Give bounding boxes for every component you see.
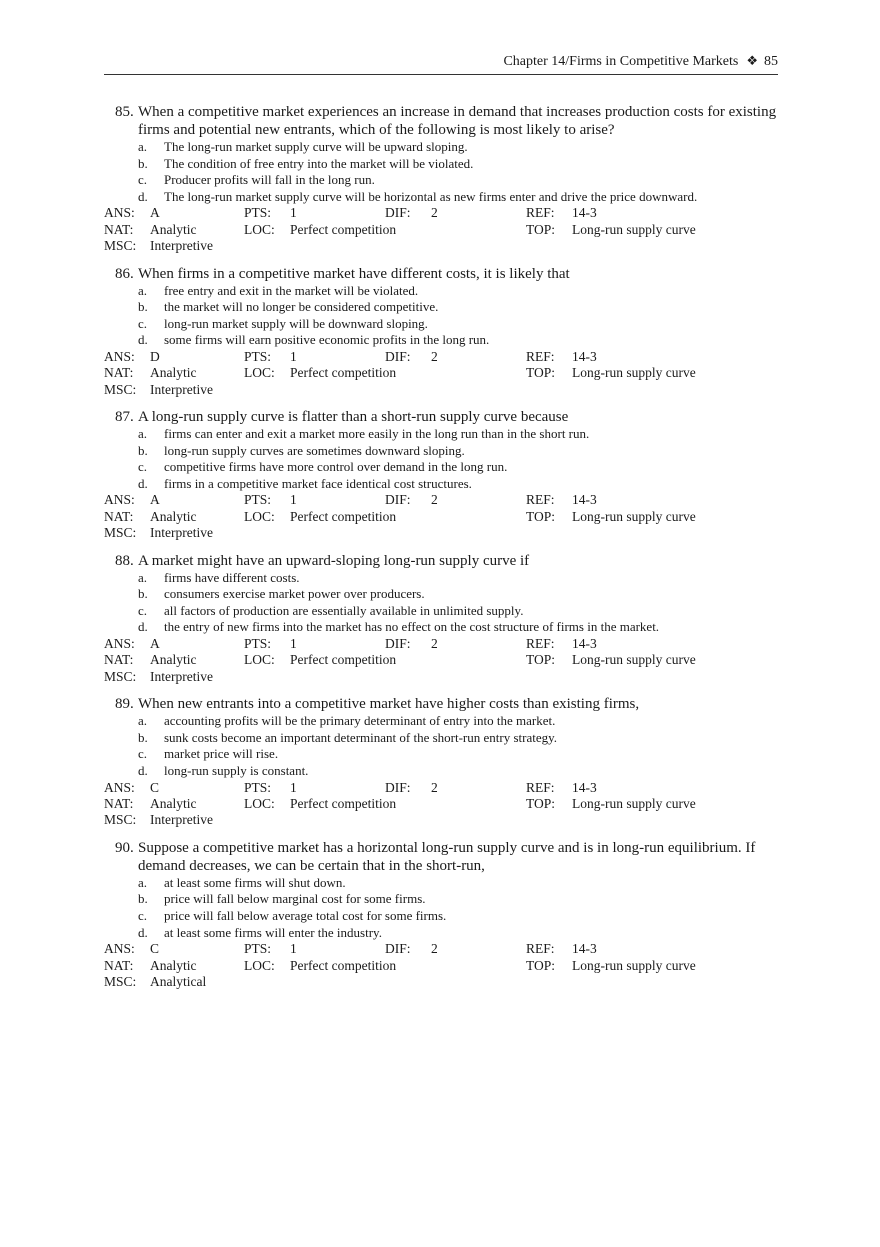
chapter-title: Chapter 14/Firms in Competitive Markets	[503, 54, 739, 69]
nat-label: NAT:	[104, 221, 134, 237]
pts-value: 1	[290, 492, 297, 508]
answer-options	[0, 283, 880, 349]
option-text: long-run market supply will be downward sloping.	[164, 315, 428, 331]
nat-value: Analytic	[150, 508, 197, 524]
pts-label: PTS:	[244, 205, 272, 221]
option-text: long-run supply is constant.	[164, 762, 309, 778]
option-letter: b.	[138, 299, 148, 315]
page-number: 85	[764, 54, 778, 69]
msc-label: MSC:	[104, 525, 137, 541]
answer-option	[0, 925, 724, 942]
option-text: at least some firms will shut down.	[164, 874, 346, 890]
question-stem	[0, 552, 788, 570]
option-letter: c.	[138, 172, 148, 188]
answer-meta-row	[0, 509, 880, 525]
top-value: Long-run supply curve	[572, 508, 696, 524]
ans-label: ANS:	[104, 636, 135, 652]
ans-value: C	[150, 941, 160, 957]
ans-label: ANS:	[104, 492, 135, 508]
ref-label: REF:	[526, 205, 555, 221]
ans-value: A	[150, 636, 160, 652]
answer-options	[0, 570, 880, 636]
option-text: sunk costs become an important determinant of the short-run entry strategy.	[164, 729, 558, 745]
pts-value: 1	[290, 348, 297, 364]
ref-value: 14-3	[572, 636, 597, 652]
option-letter: a.	[138, 139, 148, 154]
loc-value: Perfect competition	[290, 365, 397, 381]
answer-meta-row	[0, 636, 880, 652]
page-header	[104, 50, 778, 75]
ref-label: REF:	[526, 779, 555, 795]
question-text: When firms in a competitive market have different costs, it is likely that	[138, 265, 570, 282]
answer-meta-row	[0, 812, 880, 828]
answer-options	[0, 713, 880, 779]
answer-option	[0, 426, 724, 443]
answer-option	[0, 603, 724, 620]
pts-value: 1	[290, 779, 297, 795]
pts-value: 1	[290, 636, 297, 652]
question-stem	[0, 839, 788, 875]
answer-options	[0, 426, 880, 492]
ref-label: REF:	[526, 348, 555, 364]
msc-value: Analytical	[150, 973, 207, 989]
answer-meta-row	[0, 958, 880, 974]
msc-label: MSC:	[104, 973, 137, 989]
option-letter: a.	[138, 569, 148, 585]
answer-options	[0, 875, 880, 941]
answer-options	[0, 139, 880, 205]
ref-value: 14-3	[572, 941, 597, 957]
loc-value: Perfect competition	[290, 508, 397, 524]
question-number: 89.	[115, 696, 134, 713]
top-value: Long-run supply curve	[572, 652, 696, 668]
option-letter: d.	[138, 762, 148, 778]
ans-label: ANS:	[104, 779, 135, 795]
dif-value: 2	[431, 779, 438, 795]
answer-meta-row	[0, 669, 880, 685]
msc-value: Interpretive	[150, 238, 213, 254]
msc-label: MSC:	[104, 381, 137, 397]
ref-value: 14-3	[572, 348, 597, 364]
answer-option	[0, 746, 724, 763]
answer-option	[0, 476, 724, 493]
nat-value: Analytic	[150, 221, 197, 237]
top-label: TOP:	[526, 508, 556, 524]
option-text: long-run supply curves are sometimes downward sloping.	[164, 442, 465, 458]
question-number: 86.	[115, 265, 134, 282]
option-letter: b.	[138, 586, 148, 602]
option-letter: c.	[138, 907, 148, 923]
loc-label: LOC:	[244, 365, 275, 381]
answer-option	[0, 443, 724, 460]
answer-meta-row	[0, 222, 880, 238]
option-letter: c.	[138, 459, 148, 475]
loc-label: LOC:	[244, 795, 275, 811]
top-value: Long-run supply curve	[572, 795, 696, 811]
option-text: price will fall below marginal cost for some firms.	[164, 891, 426, 907]
diamond-ornament-icon: ❖	[746, 53, 758, 68]
option-text: The long-run market supply curve will be upward sloping.	[164, 139, 468, 154]
answer-option	[0, 332, 724, 349]
answer-meta-row	[0, 780, 880, 796]
ref-label: REF:	[526, 492, 555, 508]
question-block	[0, 552, 880, 686]
loc-label: LOC:	[244, 508, 275, 524]
option-text: the market will no longer be considered competitive.	[164, 299, 439, 315]
option-letter: d.	[138, 924, 148, 940]
option-letter: b.	[138, 729, 148, 745]
option-letter: c.	[138, 602, 148, 618]
answer-meta-row	[0, 238, 880, 254]
question-list	[0, 103, 880, 1000]
msc-value: Interpretive	[150, 812, 213, 828]
top-label: TOP:	[526, 795, 556, 811]
loc-value: Perfect competition	[290, 652, 397, 668]
nat-value: Analytic	[150, 652, 197, 668]
option-text: free entry and exit in the market will be violated.	[164, 282, 419, 298]
pts-label: PTS:	[244, 779, 272, 795]
nat-label: NAT:	[104, 508, 134, 524]
answer-meta-row	[0, 349, 880, 365]
ans-label: ANS:	[104, 205, 135, 221]
answer-meta-row	[0, 941, 880, 957]
dif-label: DIF:	[385, 492, 411, 508]
option-text: firms have different costs.	[164, 569, 300, 585]
dif-label: DIF:	[385, 636, 411, 652]
ref-label: REF:	[526, 941, 555, 957]
question-number: 90.	[115, 839, 134, 856]
option-letter: d.	[138, 332, 148, 348]
loc-label: LOC:	[244, 957, 275, 973]
header-text	[503, 53, 778, 70]
pts-value: 1	[290, 205, 297, 221]
option-letter: a.	[138, 713, 148, 729]
question-stem	[0, 103, 788, 139]
loc-label: LOC:	[244, 221, 275, 237]
top-value: Long-run supply curve	[572, 221, 696, 237]
pts-label: PTS:	[244, 941, 272, 957]
option-letter: b.	[138, 442, 148, 458]
nat-label: NAT:	[104, 652, 134, 668]
question-text: A long-run supply curve is flatter than a short-run supply curve because	[138, 409, 569, 426]
question-number: 87.	[115, 409, 134, 426]
answer-option	[0, 586, 724, 603]
answer-option	[0, 459, 724, 476]
ans-value: A	[150, 205, 160, 221]
dif-value: 2	[431, 205, 438, 221]
nat-label: NAT:	[104, 365, 134, 381]
top-label: TOP:	[526, 365, 556, 381]
nat-label: NAT:	[104, 795, 134, 811]
top-label: TOP:	[526, 221, 556, 237]
answer-option	[0, 299, 724, 316]
option-letter: d.	[138, 619, 148, 635]
option-text: The long-run market supply curve will be horizontal as new firms enter and drive the price downward.	[164, 188, 698, 204]
msc-value: Interpretive	[150, 668, 213, 684]
question-stem	[0, 695, 788, 713]
loc-label: LOC:	[244, 652, 275, 668]
option-letter: b.	[138, 155, 148, 171]
answer-option	[0, 172, 724, 189]
option-text: price will fall below average total cost for some firms.	[164, 907, 447, 923]
ans-value: C	[150, 779, 160, 795]
answer-option	[0, 891, 724, 908]
answer-option	[0, 908, 724, 925]
option-text: at least some firms will enter the industry.	[164, 924, 382, 940]
answer-option	[0, 713, 724, 730]
ans-value: D	[150, 348, 160, 364]
question-block	[0, 408, 880, 542]
ref-value: 14-3	[572, 205, 597, 221]
answer-meta-row	[0, 205, 880, 221]
answer-option	[0, 730, 724, 747]
question-number: 88.	[115, 552, 134, 569]
answer-meta-row	[0, 492, 880, 508]
answer-meta-row	[0, 365, 880, 381]
nat-value: Analytic	[150, 957, 197, 973]
pts-value: 1	[290, 941, 297, 957]
option-letter: b.	[138, 891, 148, 907]
answer-option	[0, 875, 724, 892]
msc-label: MSC:	[104, 668, 137, 684]
question-stem	[0, 408, 788, 426]
option-text: some firms will earn positive economic profits in the long run.	[164, 332, 490, 348]
pts-label: PTS:	[244, 636, 272, 652]
loc-value: Perfect competition	[290, 221, 397, 237]
question-text: When a competitive market experiences an increase in demand that increases production costs for existing firms and potential new entrants, which of the following is most likely to arise?	[138, 104, 777, 138]
answer-meta-row	[0, 796, 880, 812]
top-label: TOP:	[526, 957, 556, 973]
msc-label: MSC:	[104, 238, 137, 254]
answer-option	[0, 570, 724, 587]
top-value: Long-run supply curve	[572, 957, 696, 973]
answer-meta-row	[0, 382, 880, 398]
answer-meta-row	[0, 652, 880, 668]
ref-label: REF:	[526, 636, 555, 652]
pts-label: PTS:	[244, 492, 272, 508]
option-text: firms can enter and exit a market more easily in the long run than in the short run.	[164, 426, 590, 442]
answer-option	[0, 763, 724, 780]
option-letter: a.	[138, 874, 148, 890]
option-text: firms in a competitive market face identical cost structures.	[164, 475, 472, 491]
option-letter: a.	[138, 426, 148, 442]
ans-label: ANS:	[104, 941, 135, 957]
option-text: Producer profits will fall in the long run.	[164, 172, 375, 188]
question-text: Suppose a competitive market has a horizontal long-run supply curve and is in long-run equilibrium. If demand decreases, we can be certain that in the short-run,	[138, 839, 756, 874]
answer-option	[0, 189, 724, 206]
question-stem	[0, 265, 788, 283]
answer-option	[0, 139, 724, 156]
option-text: accounting profits will be the primary determinant of entry into the market.	[164, 713, 556, 729]
ans-label: ANS:	[104, 348, 135, 364]
top-value: Long-run supply curve	[572, 365, 696, 381]
option-text: competitive firms have more control over demand in the long run.	[164, 459, 508, 475]
dif-value: 2	[431, 941, 438, 957]
option-letter: c.	[138, 315, 148, 331]
msc-value: Interpretive	[150, 525, 213, 541]
ref-value: 14-3	[572, 779, 597, 795]
dif-label: DIF:	[385, 348, 411, 364]
answer-option	[0, 619, 724, 636]
question-block	[0, 103, 880, 255]
dif-value: 2	[431, 492, 438, 508]
answer-meta-row	[0, 525, 880, 541]
answer-option	[0, 283, 724, 300]
option-letter: d.	[138, 475, 148, 491]
nat-label: NAT:	[104, 957, 134, 973]
option-letter: a.	[138, 282, 148, 298]
pts-label: PTS:	[244, 348, 272, 364]
top-label: TOP:	[526, 652, 556, 668]
ref-value: 14-3	[572, 492, 597, 508]
option-text: consumers exercise market power over producers.	[164, 586, 425, 602]
option-text: market price will rise.	[164, 746, 279, 762]
question-block	[0, 265, 880, 399]
option-letter: c.	[138, 746, 148, 762]
question-number: 85.	[115, 104, 134, 120]
option-text: all factors of production are essentially available in unlimited supply.	[164, 602, 524, 618]
dif-label: DIF:	[385, 941, 411, 957]
question-block	[0, 839, 880, 991]
nat-value: Analytic	[150, 795, 197, 811]
question-block	[0, 695, 880, 829]
loc-value: Perfect competition	[290, 795, 397, 811]
dif-value: 2	[431, 348, 438, 364]
msc-label: MSC:	[104, 812, 137, 828]
nat-value: Analytic	[150, 365, 197, 381]
msc-value: Interpretive	[150, 381, 213, 397]
question-text: A market might have an upward-sloping long-run supply curve if	[138, 552, 530, 569]
option-text: the entry of new firms into the market has no effect on the cost structure of firms in the market.	[164, 619, 660, 635]
dif-value: 2	[431, 636, 438, 652]
dif-label: DIF:	[385, 205, 411, 221]
answer-option	[0, 316, 724, 333]
answer-meta-row	[0, 974, 880, 990]
dif-label: DIF:	[385, 779, 411, 795]
option-text: The condition of free entry into the market will be violated.	[164, 155, 474, 171]
loc-value: Perfect competition	[290, 957, 397, 973]
ans-value: A	[150, 492, 160, 508]
question-text: When new entrants into a competitive market have higher costs than existing firms,	[138, 696, 640, 713]
answer-option	[0, 156, 724, 173]
option-letter: d.	[138, 188, 148, 204]
